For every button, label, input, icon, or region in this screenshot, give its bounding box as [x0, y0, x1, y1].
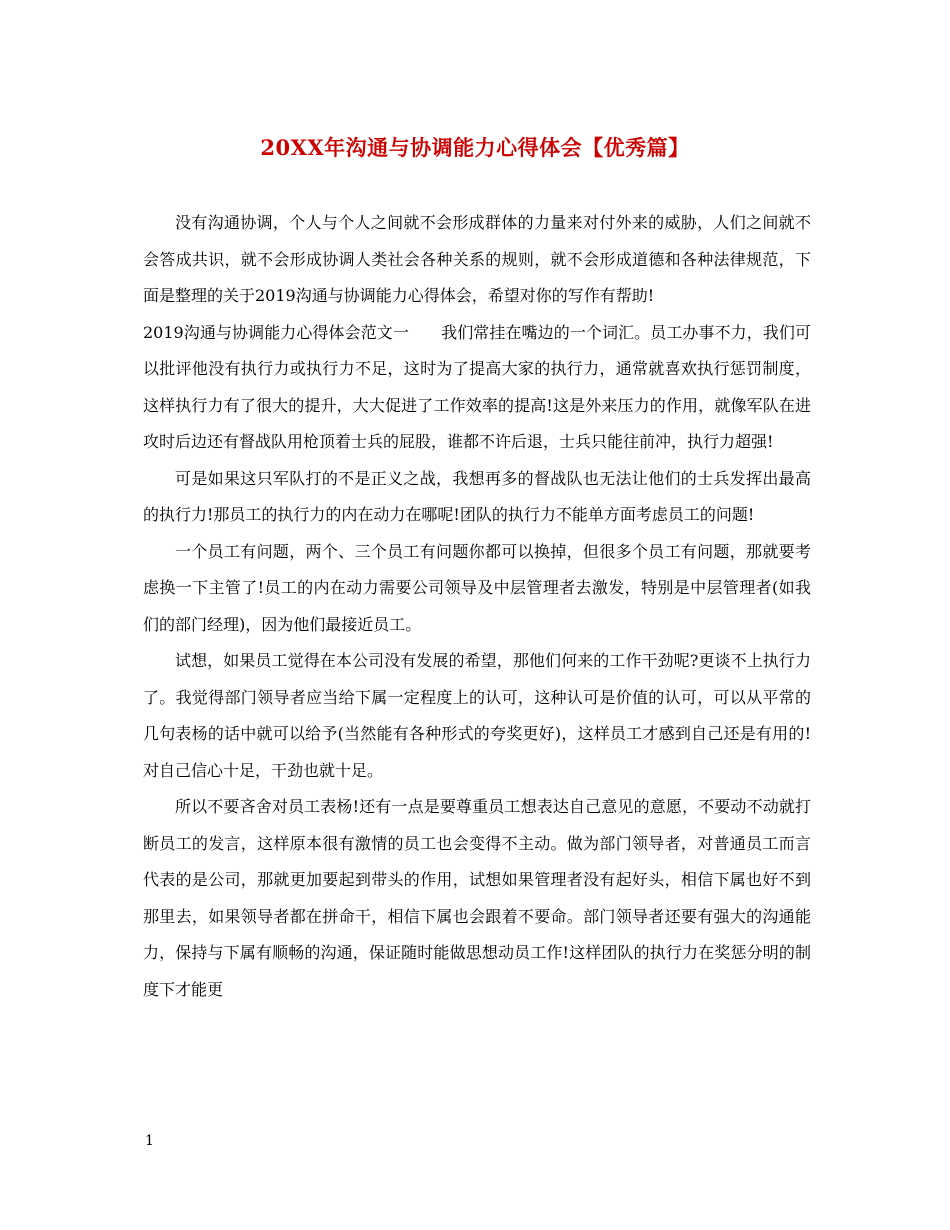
paragraph-example-one: 2019沟通与协调能力心得体会范文一 我们常挂在嘴边的一个词汇。员工办事不力，我们可以批评他没有执行力或执行力不足，这时为了提高大家的执行力，通常就喜欢执行惩罚制度，这样执行力有了很大的提升，大大促进了工作效率的提高!这是外来压力的作用，就像军队在进攻时后边还有督战队用枪顶着士兵的屁股，谁都不许后退，士兵只能往前冲，执行力超强! [143, 322, 811, 451]
paragraph-intro: 没有沟通协调，个人与个人之间就不会形成群体的力量来对付外来的威胁，人们之间就不会答成共识，就不会形成协调人类社会各种关系的规则，就不会形成道德和各种法律规范，下面是整理的关于2019沟通与协调能力心得体会，希望对你的写作有帮助! [143, 213, 811, 305]
document-title: 20XX年沟通与协调能力心得体会【优秀篇】 [260, 135, 690, 160]
page-number: 1 [145, 1133, 154, 1149]
paragraph-recognition: 试想，如果员工觉得在本公司没有发展的希望，那他们何来的工作干劲呢?更谈不上执行力了。我觉得部门领导者应当给下属一定程度上的认可，这种认可是价值的认可，可以从平常的几句表杨的话中就可以给予(当然能有各种形式的夸奖更好)，这样员工才感到自己还是有用的!对自己信心十足，干劲也就十足。 [143, 651, 811, 780]
paragraph-military-analogy: 可是如果这只军队打的不是正义之战，我想再多的督战队也无法让他们的士兵发挥出最高的执行力!那员工的执行力的内在动力在哪呢!团队的执行力不能单方面考虑员工的问题! [143, 468, 811, 524]
document-body [143, 205, 811, 1008]
paragraph-praise: 所以不要吝舍对员工表杨!还有一点是要尊重员工想表达自己意见的意愿，不要动不动就打断员工的发言，这样原本很有激情的员工也会变得不主动。做为部门领导者，对普通员工而言代表的是公司，那就更加要起到带头的作用，试想如果管理者没有起好头，相信下属也好不到那里去，如果领导者都在拼命干，相信下属也会跟着不要命。部门领导者还要有强大的沟通能力，保持与下属有顺畅的沟通，保证随时能做思想动员工作!这样团队的执行力在奖惩分明的制度下才能更 [143, 797, 811, 999]
paragraph-supervisor: 一个员工有问题，两个、三个员工有问题你都可以换掉，但很多个员工有问题，那就要考虑换一下主管了!员工的内在动力需要公司领导及中层管理者去激发，特别是中层管理者(如我们的部门经理)，因为他们最接近员工。 [143, 541, 811, 634]
